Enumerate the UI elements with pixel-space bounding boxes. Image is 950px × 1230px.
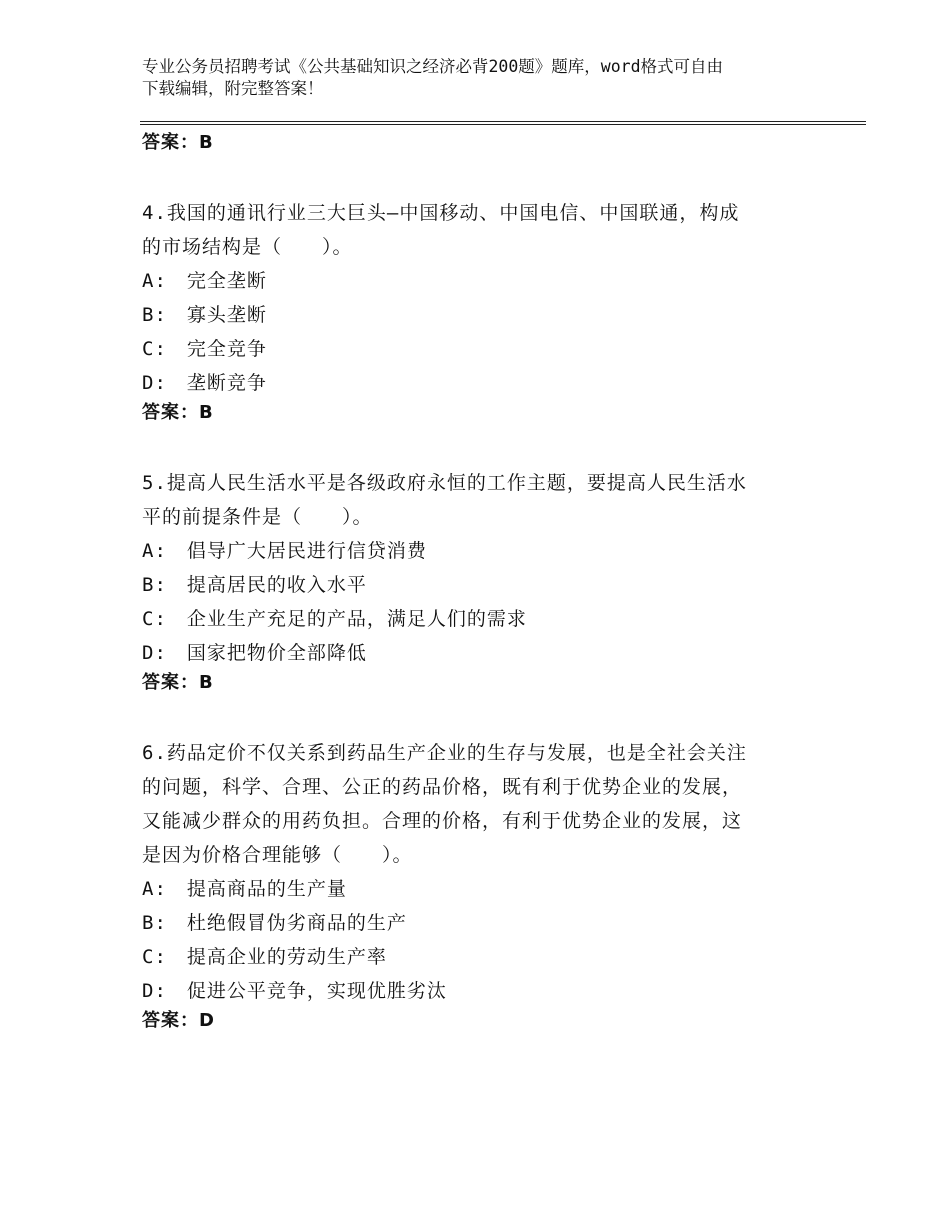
stem-line: 的问题，科学、合理、公正的药品价格，既有利于优势企业的发展，	[142, 776, 743, 798]
question-list	[142, 130, 802, 1034]
option-d: D: 国家把物价全部降低	[142, 642, 367, 664]
option-a: A: 提高商品的生产量	[142, 878, 347, 900]
question-stem	[142, 736, 802, 872]
option-c: C: 完全竞争	[142, 338, 267, 360]
option-d: D: 垄断竞争	[142, 372, 267, 394]
option-b: B: 提高居民的收入水平	[142, 574, 367, 596]
stem-line: 6.药品定价不仅关系到药品生产企业的生存与发展，也是全社会关注	[142, 742, 747, 764]
question-5	[142, 466, 802, 696]
question-stem	[142, 196, 802, 264]
stem-line: 的市场结构是（ ）。	[142, 236, 353, 258]
question-stem	[142, 466, 802, 534]
option-b: B: 寡头垄断	[142, 304, 267, 326]
question-6	[142, 736, 802, 1034]
stem-line: 4.我国的通讯行业三大巨头—中国移动、中国电信、中国联通，构成	[142, 202, 740, 224]
stem-line: 又能减少群众的用药负担。合理的价格，有利于优势企业的发展，这	[142, 810, 743, 832]
question-4	[142, 196, 802, 426]
option-a: A: 完全垄断	[142, 270, 267, 292]
header-divider	[140, 121, 866, 125]
option-d: D: 促进公平竞争，实现优胜劣汰	[142, 980, 447, 1002]
answer: 答案：D	[142, 1010, 215, 1031]
header-line-1: 专业公务员招聘考试《公共基础知识之经济必背200题》题库，word格式可自由	[142, 57, 724, 76]
previous-answer: 答案：B	[142, 132, 214, 153]
answer: 答案：B	[142, 672, 214, 693]
option-a: A: 倡导广大居民进行信贷消费	[142, 540, 427, 562]
stem-line: 是因为价格合理能够（ ）。	[142, 844, 413, 866]
stem-line: 平的前提条件是（ ）。	[142, 506, 373, 528]
page-header	[142, 56, 842, 100]
option-c: C: 企业生产充足的产品，满足人们的需求	[142, 608, 527, 630]
option-b: B: 杜绝假冒伪劣商品的生产	[142, 912, 407, 934]
option-c: C: 提高企业的劳动生产率	[142, 946, 387, 968]
stem-line: 5.提高人民生活水平是各级政府永恒的工作主题，要提高人民生活水	[142, 472, 747, 494]
header-line-2: 下载编辑，附完整答案！	[142, 79, 324, 98]
answer: 答案：B	[142, 402, 214, 423]
